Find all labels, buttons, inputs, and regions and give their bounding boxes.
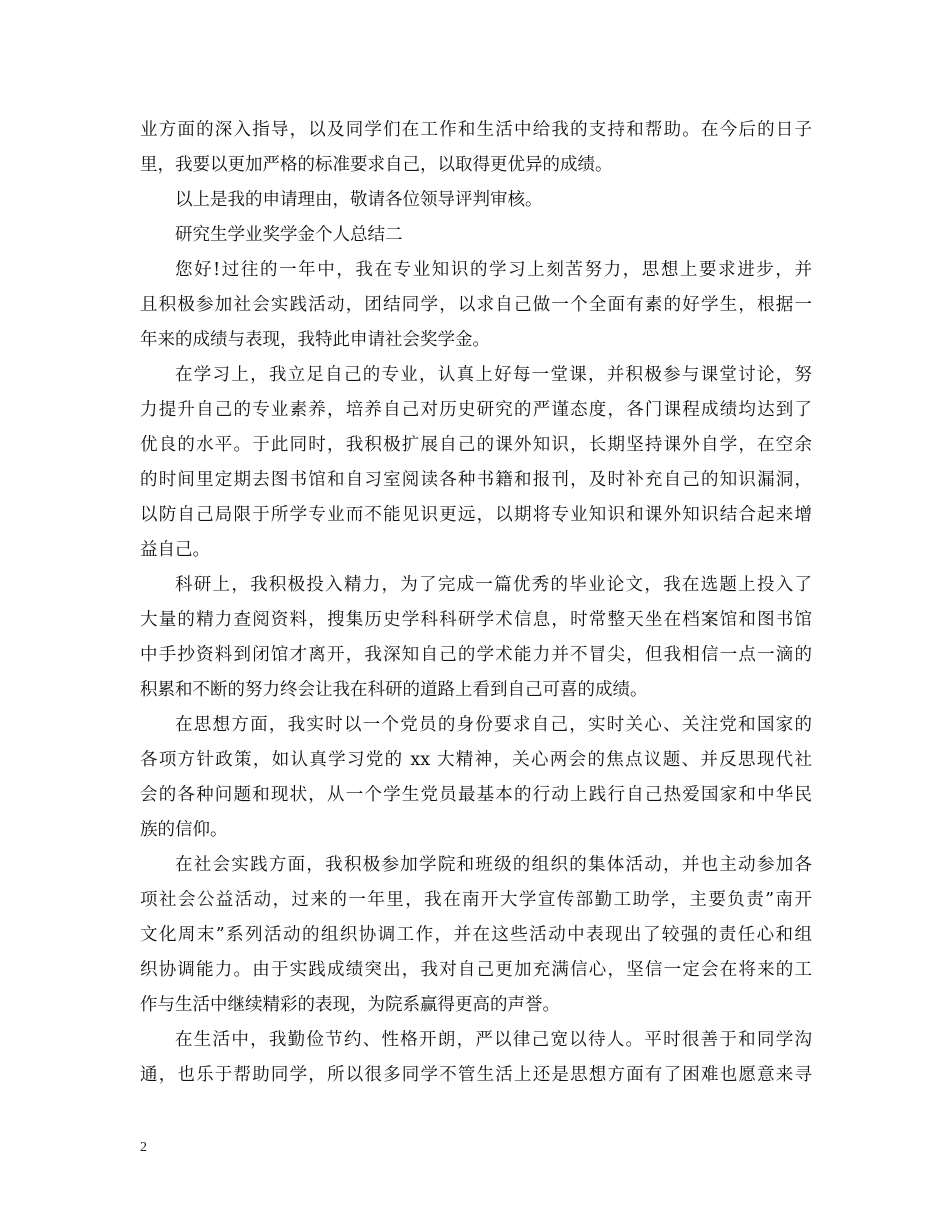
text-line: 科研上，我积极投入精力，为了完成一篇优秀的毕业论文，我在选题上投入了 xyxy=(175,575,812,595)
text-line: 您好!过往的一年中，我在专业知识的学习上刻苦努力，思想上要求进步，并 xyxy=(175,260,812,280)
text-line: 益自己。 xyxy=(140,540,210,560)
text-line: 积累和不断的努力终会让我在科研的道路上看到自己可喜的成绩。 xyxy=(140,680,648,700)
text-line: 业方面的深入指导，以及同学们在工作和生活中给我的支持和帮助。在今后的日子 xyxy=(140,120,812,140)
text-line: 各项方针政策，如认真学习党的 xx 大精神，关心两会的焦点议题、并反思现代社 xyxy=(140,750,812,770)
text-line: 中手抄资料到闭馆才离开，我深知自己的学术能力并不冒尖，但我相信一点一滴的 xyxy=(140,645,812,665)
text-line: 项社会公益活动，过来的一年里，我在南开大学宣传部勤工助学，主要负责”南开 xyxy=(140,890,812,910)
document-body xyxy=(140,113,812,1093)
text-line: 优良的水平。于此同时，我积极扩展自己的课外知识，长期坚持课外自学，在空余 xyxy=(140,435,812,455)
text-line: 在学习上，我立足自己的专业，认真上好每一堂课，并积极参与课堂讨论，努 xyxy=(175,365,812,385)
text-line: 作与生活中继续精彩的表现，为院系赢得更高的声誉。 xyxy=(140,995,560,1015)
text-line: 文化周末”系列活动的组织协调工作，并在这些活动中表现出了较强的责任心和组 xyxy=(140,925,812,945)
text-line: 族的信仰。 xyxy=(140,820,228,840)
text-line: 通，也乐于帮助同学，所以很多同学不管生活上还是思想方面有了困难也愿意来寻 xyxy=(140,1065,812,1085)
text-line: 力提升自己的专业素养，培养自己对历史研究的严谨态度，各门课程成绩均达到了 xyxy=(140,400,812,420)
text-line: 会的各种问题和现状，从一个学生党员最基本的行动上践行自己热爱国家和中华民 xyxy=(140,785,812,805)
text-line: 里，我要以更加严格的标准要求自己，以取得更优异的成绩。 xyxy=(140,155,613,175)
text-line: 以防自己局限于所学专业而不能见识更远，以期将专业知识和课外知识结合起来增 xyxy=(140,505,812,525)
text-line: 年来的成绩与表现，我特此申请社会奖学金。 xyxy=(140,330,490,350)
text-line: 且积极参加社会实践活动，团结同学，以求自己做一个全面有素的好学生，根据一 xyxy=(140,295,812,315)
text-line: 在社会实践方面，我积极参加学院和班级的组织的集体活动，并也主动参加各 xyxy=(175,855,812,875)
text-line: 大量的精力查阅资料，搜集历史学科科研学术信息，时常整天坐在档案馆和图书馆 xyxy=(140,610,812,630)
text-line: 在思想方面，我实时以一个党员的身份要求自己，实时关心、关注党和国家的 xyxy=(175,715,812,735)
text-line: 织协调能力。由于实践成绩突出，我对自己更加充满信心，坚信一定会在将来的工 xyxy=(140,960,812,980)
text-line: 以上是我的申请理由，敬请各位领导评判审核。 xyxy=(175,190,543,210)
text-line: 的时间里定期去图书馆和自习室阅读各种书籍和报刊，及时补充自己的知识漏洞， xyxy=(140,470,812,490)
text-line: 在生活中，我勤俭节约、性格开朗，严以律己宽以待人。平时很善于和同学沟 xyxy=(175,1030,812,1050)
text-line: 研究生学业奖学金个人总结二 xyxy=(175,225,403,245)
page-number: 2 xyxy=(140,1140,147,1155)
